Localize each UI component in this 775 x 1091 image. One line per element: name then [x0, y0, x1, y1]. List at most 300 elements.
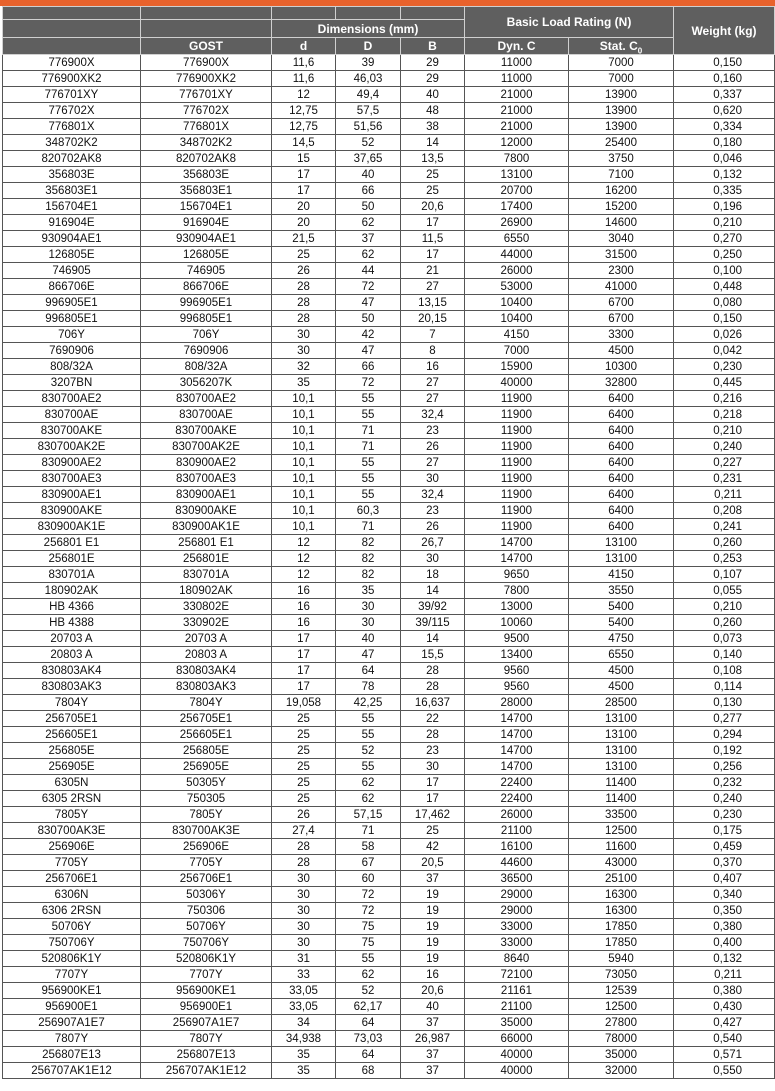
- cell-d-outer: 66: [336, 183, 401, 199]
- cell-d-outer: 82: [336, 567, 401, 583]
- cell-d-inner: 19,058: [272, 695, 336, 711]
- cell-width-b: 7: [401, 327, 465, 343]
- cell-gost: 520806K1Y: [141, 951, 272, 967]
- table-row: [3, 199, 775, 215]
- cell-d-outer: 57,5: [336, 103, 401, 119]
- cell-stat-c0: 4500: [569, 343, 674, 359]
- cell-designation: 126805E: [3, 247, 141, 263]
- cell-d-inner: 25: [272, 759, 336, 775]
- cell-designation: 348702K2: [3, 135, 141, 151]
- cell-d-inner: 12: [272, 567, 336, 583]
- cell-gost: 706Y: [141, 327, 272, 343]
- header-blank-2: [141, 7, 272, 20]
- cell-d-outer: 55: [336, 471, 401, 487]
- cell-designation: 930904AE1: [3, 231, 141, 247]
- cell-gost: 776801X: [141, 119, 272, 135]
- cell-weight: 0,380: [674, 983, 775, 999]
- cell-d-inner: 28: [272, 279, 336, 295]
- cell-d-outer: 39: [336, 55, 401, 71]
- cell-designation: 256706E1: [3, 871, 141, 887]
- cell-dyn-c: 21100: [465, 823, 569, 839]
- cell-d-inner: 28: [272, 839, 336, 855]
- cell-width-b: 25: [401, 823, 465, 839]
- cell-weight: 0,250: [674, 247, 775, 263]
- header-blank-1: [3, 7, 141, 20]
- cell-d-outer: 72: [336, 279, 401, 295]
- cell-gost: 7690906: [141, 343, 272, 359]
- cell-stat-c0: 5940: [569, 951, 674, 967]
- cell-gost: 256801 E1: [141, 535, 272, 551]
- cell-gost: 356803E1: [141, 183, 272, 199]
- table-header: [3, 7, 775, 55]
- cell-width-b: 25: [401, 167, 465, 183]
- table-row: [3, 679, 775, 695]
- cell-d-inner: 25: [272, 711, 336, 727]
- cell-dyn-c: 7800: [465, 583, 569, 599]
- cell-width-b: 27: [401, 455, 465, 471]
- cell-d-outer: 51,56: [336, 119, 401, 135]
- cell-width-b: 16,637: [401, 695, 465, 711]
- cell-weight: 0,334: [674, 119, 775, 135]
- cell-stat-c0: 6400: [569, 503, 674, 519]
- cell-dyn-c: 36500: [465, 871, 569, 887]
- table-row: [3, 87, 775, 103]
- cell-width-b: 26: [401, 439, 465, 455]
- cell-stat-c0: 14600: [569, 215, 674, 231]
- cell-designation: 256707AK1E12: [3, 1063, 141, 1079]
- cell-width-b: 26,987: [401, 1031, 465, 1047]
- cell-stat-c0: 15200: [569, 199, 674, 215]
- cell-d-outer: 35: [336, 583, 401, 599]
- header-d-inner: d: [272, 38, 336, 55]
- header-designation: [3, 38, 141, 55]
- cell-dyn-c: 22400: [465, 791, 569, 807]
- table-row: [3, 71, 775, 87]
- cell-d-inner: 30: [272, 327, 336, 343]
- cell-d-outer: 47: [336, 295, 401, 311]
- cell-width-b: 30: [401, 471, 465, 487]
- cell-weight: 0,175: [674, 823, 775, 839]
- cell-gost: 256905E: [141, 759, 272, 775]
- cell-gost: 776900X: [141, 55, 272, 71]
- table-row: [3, 983, 775, 999]
- cell-designation: 50706Y: [3, 919, 141, 935]
- cell-gost: 750706Y: [141, 935, 272, 951]
- table-row: [3, 455, 775, 471]
- cell-weight: 0,232: [674, 775, 775, 791]
- table-row: [3, 743, 775, 759]
- cell-gost: 776702X: [141, 103, 272, 119]
- cell-dyn-c: 13400: [465, 647, 569, 663]
- cell-designation: 256705E1: [3, 711, 141, 727]
- cell-d-inner: 15: [272, 151, 336, 167]
- cell-weight: 0,192: [674, 743, 775, 759]
- cell-stat-c0: 2300: [569, 263, 674, 279]
- cell-d-outer: 58: [336, 839, 401, 855]
- cell-dyn-c: 8640: [465, 951, 569, 967]
- cell-dyn-c: 4150: [465, 327, 569, 343]
- cell-dyn-c: 11000: [465, 71, 569, 87]
- cell-width-b: 27: [401, 279, 465, 295]
- table-row: [3, 279, 775, 295]
- table-row: [3, 103, 775, 119]
- cell-designation: 256605E1: [3, 727, 141, 743]
- cell-dyn-c: 10060: [465, 615, 569, 631]
- cell-designation: 256801 E1: [3, 535, 141, 551]
- cell-dyn-c: 6550: [465, 231, 569, 247]
- cell-d-outer: 52: [336, 135, 401, 151]
- cell-stat-c0: 27800: [569, 1015, 674, 1031]
- cell-weight: 0,211: [674, 487, 775, 503]
- cell-width-b: 19: [401, 887, 465, 903]
- table-row: [3, 583, 775, 599]
- cell-d-outer: 71: [336, 519, 401, 535]
- table-row: [3, 167, 775, 183]
- cell-d-inner: 17: [272, 631, 336, 647]
- cell-d-inner: 33: [272, 967, 336, 983]
- cell-designation: 820702AK8: [3, 151, 141, 167]
- cell-width-b: 37: [401, 1015, 465, 1031]
- cell-designation: 7690906: [3, 343, 141, 359]
- cell-weight: 0,256: [674, 759, 775, 775]
- cell-d-outer: 72: [336, 903, 401, 919]
- cell-dyn-c: 9650: [465, 567, 569, 583]
- cell-designation: 20703 A: [3, 631, 141, 647]
- table-row: [3, 775, 775, 791]
- cell-dyn-c: 33000: [465, 935, 569, 951]
- cell-designation: 256805E: [3, 743, 141, 759]
- cell-designation: 830700AE3: [3, 471, 141, 487]
- cell-weight: 0,253: [674, 551, 775, 567]
- cell-gost: 956900E1: [141, 999, 272, 1015]
- cell-gost: 830701A: [141, 567, 272, 583]
- cell-stat-c0: 4500: [569, 679, 674, 695]
- cell-weight: 0,042: [674, 343, 775, 359]
- cell-width-b: 20,15: [401, 311, 465, 327]
- cell-stat-c0: 41000: [569, 279, 674, 295]
- cell-weight: 0,240: [674, 439, 775, 455]
- cell-designation: 706Y: [3, 327, 141, 343]
- cell-dyn-c: 40000: [465, 1063, 569, 1079]
- cell-gost: 256706E1: [141, 871, 272, 887]
- cell-dyn-c: 14700: [465, 551, 569, 567]
- cell-stat-c0: 6400: [569, 423, 674, 439]
- header-weight: Weight (kg): [674, 7, 775, 55]
- table-row: [3, 759, 775, 775]
- cell-d-outer: 73,03: [336, 1031, 401, 1047]
- table-row: [3, 327, 775, 343]
- cell-designation: 830803AK4: [3, 663, 141, 679]
- cell-gost: 256801E: [141, 551, 272, 567]
- cell-weight: 0,427: [674, 1015, 775, 1031]
- cell-weight: 0,150: [674, 311, 775, 327]
- cell-dyn-c: 21000: [465, 103, 569, 119]
- cell-designation: 808/32A: [3, 359, 141, 375]
- cell-d-outer: 50: [336, 311, 401, 327]
- cell-dyn-c: 12000: [465, 135, 569, 151]
- cell-stat-c0: 17850: [569, 919, 674, 935]
- cell-stat-c0: 7000: [569, 71, 674, 87]
- cell-width-b: 39/92: [401, 599, 465, 615]
- cell-d-inner: 35: [272, 1063, 336, 1079]
- cell-stat-c0: 13100: [569, 727, 674, 743]
- cell-d-inner: 30: [272, 935, 336, 951]
- cell-stat-c0: 6400: [569, 439, 674, 455]
- cell-gost: 256805E: [141, 743, 272, 759]
- cell-weight: 0,620: [674, 103, 775, 119]
- cell-stat-c0: 32000: [569, 1063, 674, 1079]
- cell-d-inner: 14,5: [272, 135, 336, 151]
- header-blank-3: [272, 7, 336, 20]
- cell-designation: 830900AKE: [3, 503, 141, 519]
- cell-stat-c0: 7000: [569, 55, 674, 71]
- cell-dyn-c: 29000: [465, 903, 569, 919]
- cell-d-inner: 28: [272, 295, 336, 311]
- cell-designation: 956900E1: [3, 999, 141, 1015]
- cell-designation: 7805Y: [3, 807, 141, 823]
- table-row: [3, 599, 775, 615]
- cell-width-b: 19: [401, 903, 465, 919]
- cell-d-inner: 17: [272, 647, 336, 663]
- cell-stat-c0: 13900: [569, 87, 674, 103]
- bearing-spec-table: [2, 6, 775, 1079]
- cell-stat-c0: 5400: [569, 615, 674, 631]
- cell-gost: 256907A1E7: [141, 1015, 272, 1031]
- header-stat-label: Stat. C: [599, 39, 638, 53]
- cell-dyn-c: 22400: [465, 775, 569, 791]
- table-row: [3, 695, 775, 711]
- cell-dyn-c: 11900: [465, 471, 569, 487]
- cell-designation: 830700AK3E: [3, 823, 141, 839]
- cell-designation: 830700AE: [3, 407, 141, 423]
- cell-gost: 820702AK8: [141, 151, 272, 167]
- cell-d-outer: 37: [336, 231, 401, 247]
- cell-d-inner: 11,6: [272, 71, 336, 87]
- cell-designation: 7705Y: [3, 855, 141, 871]
- cell-designation: 180902AK: [3, 583, 141, 599]
- cell-dyn-c: 15900: [465, 359, 569, 375]
- cell-designation: 830900AE1: [3, 487, 141, 503]
- cell-stat-c0: 16200: [569, 183, 674, 199]
- table-row: [3, 183, 775, 199]
- cell-weight: 0,132: [674, 167, 775, 183]
- cell-gost: 7807Y: [141, 1031, 272, 1047]
- cell-weight: 0,160: [674, 71, 775, 87]
- header-blank-5: [401, 7, 465, 20]
- cell-gost: 50306Y: [141, 887, 272, 903]
- cell-weight: 0,196: [674, 199, 775, 215]
- cell-designation: HB 4388: [3, 615, 141, 631]
- header-stat-subscript: 0: [637, 46, 643, 56]
- cell-dyn-c: 9560: [465, 663, 569, 679]
- header-dimensions: Dimensions (mm): [272, 20, 465, 38]
- table-row: [3, 567, 775, 583]
- cell-designation: 6306N: [3, 887, 141, 903]
- table-row: [3, 791, 775, 807]
- cell-stat-c0: 6700: [569, 311, 674, 327]
- cell-dyn-c: 11900: [465, 407, 569, 423]
- cell-d-inner: 31: [272, 951, 336, 967]
- table-row: [3, 535, 775, 551]
- cell-gost: 256705E1: [141, 711, 272, 727]
- table-row: [3, 919, 775, 935]
- cell-d-outer: 71: [336, 439, 401, 455]
- cell-d-inner: 34,938: [272, 1031, 336, 1047]
- cell-d-inner: 10,1: [272, 519, 336, 535]
- cell-dyn-c: 11900: [465, 455, 569, 471]
- cell-gost: 20703 A: [141, 631, 272, 647]
- cell-width-b: 40: [401, 87, 465, 103]
- cell-gost: 256605E1: [141, 727, 272, 743]
- cell-gost: 830700AKE: [141, 423, 272, 439]
- cell-weight: 0,216: [674, 391, 775, 407]
- cell-dyn-c: 7000: [465, 343, 569, 359]
- cell-stat-c0: 10300: [569, 359, 674, 375]
- cell-d-outer: 42: [336, 327, 401, 343]
- cell-d-inner: 34: [272, 1015, 336, 1031]
- cell-weight: 0,227: [674, 455, 775, 471]
- cell-width-b: 19: [401, 919, 465, 935]
- cell-width-b: 27: [401, 375, 465, 391]
- cell-weight: 0,550: [674, 1063, 775, 1079]
- cell-designation: 6305 2RSN: [3, 791, 141, 807]
- cell-weight: 0,337: [674, 87, 775, 103]
- table-row: [3, 343, 775, 359]
- cell-d-outer: 55: [336, 391, 401, 407]
- table-row: [3, 135, 775, 151]
- cell-designation: 3207BN: [3, 375, 141, 391]
- cell-d-outer: 40: [336, 167, 401, 183]
- cell-weight: 0,230: [674, 807, 775, 823]
- cell-width-b: 20,6: [401, 983, 465, 999]
- header-load-rating: Basic Load Rating (N): [465, 7, 674, 38]
- cell-weight: 0,210: [674, 423, 775, 439]
- table-row: [3, 551, 775, 567]
- cell-d-inner: 33,05: [272, 983, 336, 999]
- cell-gost: 930904AE1: [141, 231, 272, 247]
- cell-gost: 830900AK1E: [141, 519, 272, 535]
- cell-weight: 0,150: [674, 55, 775, 71]
- cell-designation: 996905E1: [3, 295, 141, 311]
- cell-gost: 808/32A: [141, 359, 272, 375]
- cell-dyn-c: 26000: [465, 807, 569, 823]
- cell-designation: 776900X: [3, 55, 141, 71]
- cell-weight: 0,073: [674, 631, 775, 647]
- cell-width-b: 21: [401, 263, 465, 279]
- cell-gost: 7707Y: [141, 967, 272, 983]
- cell-weight: 0,130: [674, 695, 775, 711]
- cell-gost: 256807E13: [141, 1047, 272, 1063]
- cell-width-b: 42: [401, 839, 465, 855]
- cell-designation: 776702X: [3, 103, 141, 119]
- cell-width-b: 29: [401, 55, 465, 71]
- table-row: [3, 407, 775, 423]
- cell-weight: 0,260: [674, 615, 775, 631]
- cell-gost: 830900AE2: [141, 455, 272, 471]
- cell-dyn-c: 35000: [465, 1015, 569, 1031]
- cell-d-outer: 30: [336, 599, 401, 615]
- table-row: [3, 999, 775, 1015]
- cell-weight: 0,430: [674, 999, 775, 1015]
- cell-d-inner: 33,05: [272, 999, 336, 1015]
- cell-weight: 0,294: [674, 727, 775, 743]
- cell-d-outer: 62: [336, 247, 401, 263]
- cell-d-inner: 12,75: [272, 103, 336, 119]
- cell-width-b: 13,15: [401, 295, 465, 311]
- table-row: [3, 263, 775, 279]
- cell-gost: 776701XY: [141, 87, 272, 103]
- cell-width-b: 19: [401, 935, 465, 951]
- header-dyn-c: Dyn. C: [465, 38, 569, 55]
- cell-weight: 0,459: [674, 839, 775, 855]
- cell-dyn-c: 72100: [465, 967, 569, 983]
- header-d-outer: D: [336, 38, 401, 55]
- cell-designation: 7807Y: [3, 1031, 141, 1047]
- table-row: [3, 1047, 775, 1063]
- cell-dyn-c: 16100: [465, 839, 569, 855]
- table-row: [3, 615, 775, 631]
- cell-d-inner: 30: [272, 343, 336, 359]
- cell-dyn-c: 13000: [465, 599, 569, 615]
- cell-width-b: 15,5: [401, 647, 465, 663]
- cell-dyn-c: 26900: [465, 215, 569, 231]
- cell-stat-c0: 12500: [569, 823, 674, 839]
- cell-width-b: 23: [401, 743, 465, 759]
- cell-gost: 830900AKE: [141, 503, 272, 519]
- cell-d-outer: 68: [336, 1063, 401, 1079]
- cell-stat-c0: 6400: [569, 455, 674, 471]
- cell-d-inner: 25: [272, 743, 336, 759]
- cell-gost: 156704E1: [141, 199, 272, 215]
- cell-weight: 0,218: [674, 407, 775, 423]
- cell-stat-c0: 13100: [569, 743, 674, 759]
- table-row: [3, 487, 775, 503]
- table-row: [3, 951, 775, 967]
- cell-width-b: 23: [401, 423, 465, 439]
- cell-d-inner: 12: [272, 551, 336, 567]
- cell-stat-c0: 11400: [569, 775, 674, 791]
- cell-width-b: 25: [401, 183, 465, 199]
- cell-designation: 830900AE2: [3, 455, 141, 471]
- cell-d-inner: 16: [272, 599, 336, 615]
- cell-stat-c0: 11400: [569, 791, 674, 807]
- cell-d-outer: 75: [336, 935, 401, 951]
- cell-gost: 348702K2: [141, 135, 272, 151]
- cell-stat-c0: 6400: [569, 471, 674, 487]
- cell-weight: 0,080: [674, 295, 775, 311]
- cell-designation: 156704E1: [3, 199, 141, 215]
- cell-dyn-c: 14700: [465, 711, 569, 727]
- cell-dyn-c: 33000: [465, 919, 569, 935]
- cell-gost: 830900AE1: [141, 487, 272, 503]
- cell-dyn-c: 21161: [465, 983, 569, 999]
- cell-gost: 256906E: [141, 839, 272, 855]
- table-row: [3, 151, 775, 167]
- cell-d-outer: 62: [336, 791, 401, 807]
- cell-gost: 50706Y: [141, 919, 272, 935]
- cell-dyn-c: 21000: [465, 87, 569, 103]
- cell-d-outer: 52: [336, 983, 401, 999]
- cell-width-b: 37: [401, 1047, 465, 1063]
- cell-gost: 7705Y: [141, 855, 272, 871]
- cell-gost: 830700AK2E: [141, 439, 272, 455]
- cell-stat-c0: 13900: [569, 103, 674, 119]
- cell-stat-c0: 12500: [569, 999, 674, 1015]
- cell-designation: 776701XY: [3, 87, 141, 103]
- cell-designation: 6305N: [3, 775, 141, 791]
- cell-d-inner: 28: [272, 311, 336, 327]
- cell-d-inner: 32: [272, 359, 336, 375]
